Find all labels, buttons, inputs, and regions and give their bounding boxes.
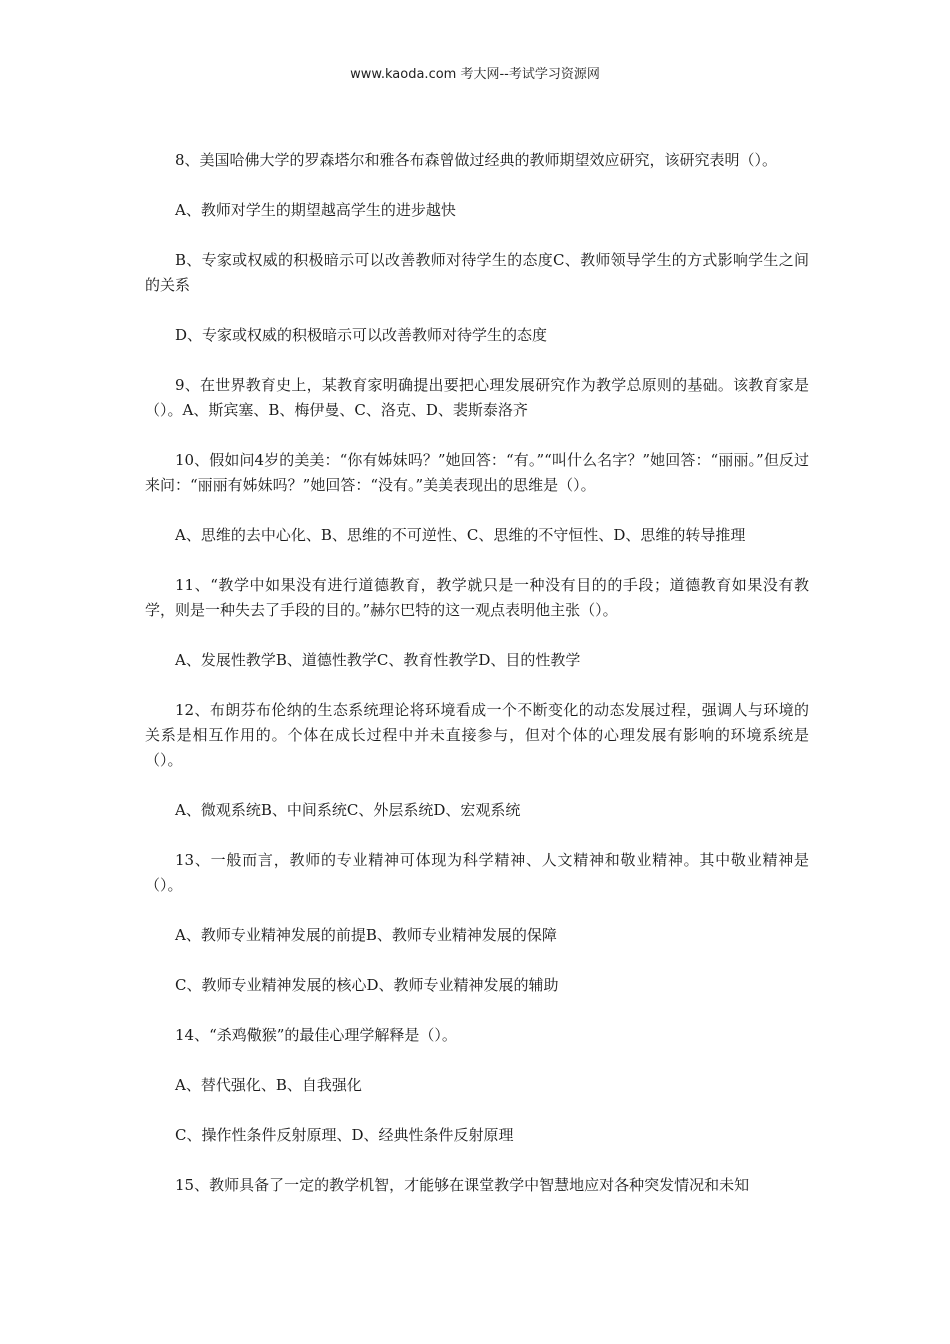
- document-body: [145, 148, 809, 1198]
- question-11: 11、“教学中如果没有进行道德教育，教学就只是一种没有目的的手段；道德教育如果没有教学，则是一种失去了手段的目的。”赫尔巴特的这一观点表明他主张（）。: [145, 576, 809, 619]
- question-9: 9、在世界教育史上，某教育家明确提出要把心理发展研究作为教学总原则的基础。该教育家是（）。A、斯宾塞、B、梅伊曼、C、洛克、D、裴斯泰洛齐: [145, 376, 809, 419]
- question-11-options: A、发展性教学B、道德性教学C、教育性教学D、目的性教学: [175, 651, 581, 669]
- question-13-options-a-b: A、教师专业精神发展的前提B、教师专业精神发展的保障: [175, 926, 557, 944]
- question-8-option-d: D、专家或权威的积极暗示可以改善教师对待学生的态度: [175, 326, 548, 344]
- question-15: 15、教师具备了一定的教学机智，才能够在课堂教学中智慧地应对各种突发情况和未知: [175, 1176, 750, 1194]
- page-header: www.kaoda.com 考大网--考试学习资源网: [350, 67, 600, 82]
- question-8: 8、美国哈佛大学的罗森塔尔和雅各布森曾做过经典的教师期望效应研究，该研究表明（）。: [175, 151, 778, 169]
- question-10: 10、假如问4岁的美美：“你有姊妹吗？”她回答：“有。”“叫什么名字？”她回答：“丽丽。”但反过来问：“丽丽有姊妹吗？”她回答：“没有。”美美表现出的思维是（）。: [145, 451, 809, 494]
- question-8-option-a: A、教师对学生的期望越高学生的进步越快: [175, 201, 456, 219]
- question-14: 14、“杀鸡儆猴”的最佳心理学解释是（）。: [175, 1026, 457, 1044]
- question-10-options: A、思维的去中心化、B、思维的不可逆性、C、思维的不守恒性、D、思维的转导推理: [175, 526, 746, 544]
- question-8-options-b-c: B、专家或权威的积极暗示可以改善教师对待学生的态度C、教师领导学生的方式影响学生之间的关系: [145, 251, 809, 294]
- question-14-options-a-b: A、替代强化、B、自我强化: [175, 1076, 362, 1094]
- question-12: 12、布朗芬布伦纳的生态系统理论将环境看成一个不断变化的动态发展过程，强调人与环境的关系是相互作用的。个体在成长过程中并未直接参与，但对个体的心理发展有影响的环境系统是（）。: [145, 701, 809, 769]
- question-14-options-c-d: C、操作性条件反射原理、D、经典性条件反射原理: [175, 1126, 514, 1144]
- question-12-options: A、微观系统B、中间系统C、外层系统D、宏观系统: [175, 801, 521, 819]
- question-13-options-c-d: C、教师专业精神发展的核心D、教师专业精神发展的辅助: [175, 976, 559, 994]
- question-13: 13、一般而言，教师的专业精神可体现为科学精神、人文精神和敬业精神。其中敬业精神是（）。: [145, 851, 809, 894]
